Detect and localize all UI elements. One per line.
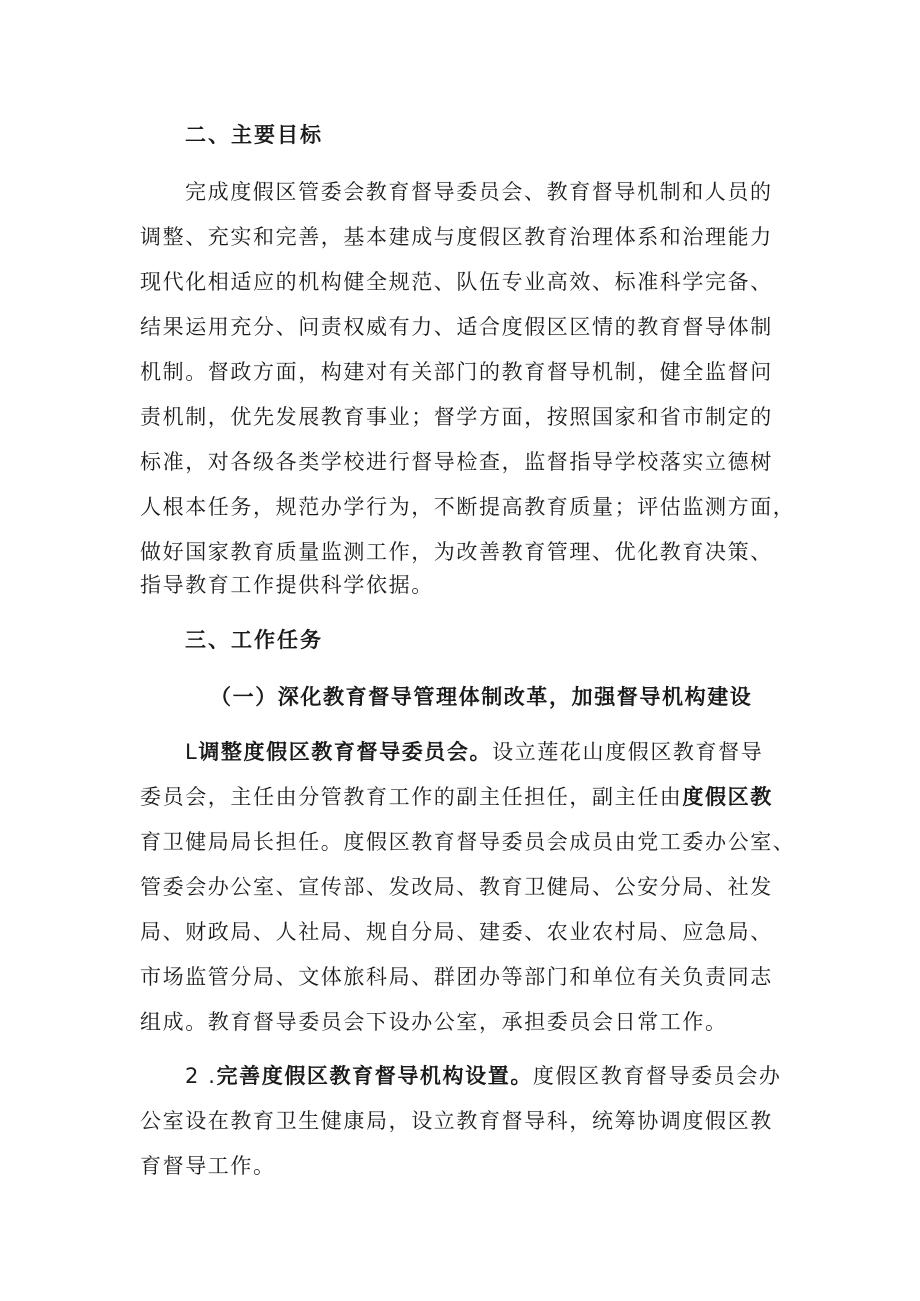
paragraph-line: 结果运用充分、问责权威有力、适合度假区区情的教育督导体制: [140, 315, 773, 339]
paragraph-line: 标准，对各级各类学校进行督导检查，监督指导学校落实立德树: [140, 450, 773, 474]
subsection-heading: （一）深化教育督导管理体制改革，加强督导机构建设: [210, 685, 753, 709]
paragraph-line: 市场监管分局、文体旅科局、群团办等部门和单位有关负责同志: [140, 965, 773, 989]
section-heading-tasks: 三、工作任务: [185, 628, 323, 652]
paragraph-line: 育卫健局局长担任。度假区教育督导委员会成员由党工委办公室、: [140, 830, 796, 854]
item-2-number: 2 .: [185, 1064, 217, 1088]
paragraph-line: 调整、充实和完善，基本建成与度假区教育治理体系和治理能力: [140, 225, 773, 249]
paragraph-line: 人根本任务，规范办学行为，不断提高教育质量；评估监测方面，: [140, 495, 796, 519]
item-1-first-line: [185, 737, 763, 767]
paragraph-line: 做好国家教育质量监测工作，为改善教育管理、优化教育决策、: [140, 540, 773, 564]
item-2-first-line: [185, 1061, 782, 1091]
paragraph-line: 责机制，优先发展教育事业；督学方面，按照国家和省市制定的: [140, 405, 773, 429]
paragraph-line: 组成。教育督导委员会下设办公室，承担委员会日常工作。: [140, 1010, 728, 1034]
paragraph-line: 现代化相适应的机构健全规范、队伍专业高效、标准科学完备、: [140, 270, 773, 294]
item-1-emphasis: 度假区教: [682, 785, 773, 809]
paragraph-line: [140, 782, 773, 812]
item-1-text: 委员会，主任由分管教育工作的副主任担任，副主任由: [140, 785, 683, 809]
item-2-text: 度假区教育督导委员会办: [532, 1064, 782, 1088]
paragraph-line: 管委会办公室、宣传部、发改局、教育卫健局、公安分局、社发: [140, 875, 773, 899]
paragraph-line: 完成度假区管委会教育督导委员会、教育督导机制和人员的: [185, 180, 773, 204]
item-2-title: 完善度假区教育督导机构设置。: [216, 1064, 533, 1088]
paragraph-line: 育督导工作。: [140, 1154, 276, 1178]
section-heading-goals: 二、主要目标: [185, 123, 323, 147]
paragraph-line: 公室设在教育卫生健康局，设立教育督导科，统筹协调度假区教: [140, 1109, 773, 1133]
item-1-number: L: [185, 740, 199, 764]
item-1-text: 设立莲花山度假区教育督导: [492, 740, 764, 764]
paragraph-line: 局、财政局、人社局、规自分局、建委、农业农村局、应急局、: [140, 920, 773, 944]
item-1-title: 调整度假区教育督导委员会。: [198, 740, 493, 764]
paragraph-line: 机制。督政方面，构建对有关部门的教育督导机制，健全监督问: [140, 360, 773, 384]
paragraph-line: 指导教育工作提供科学依据。: [140, 573, 434, 597]
